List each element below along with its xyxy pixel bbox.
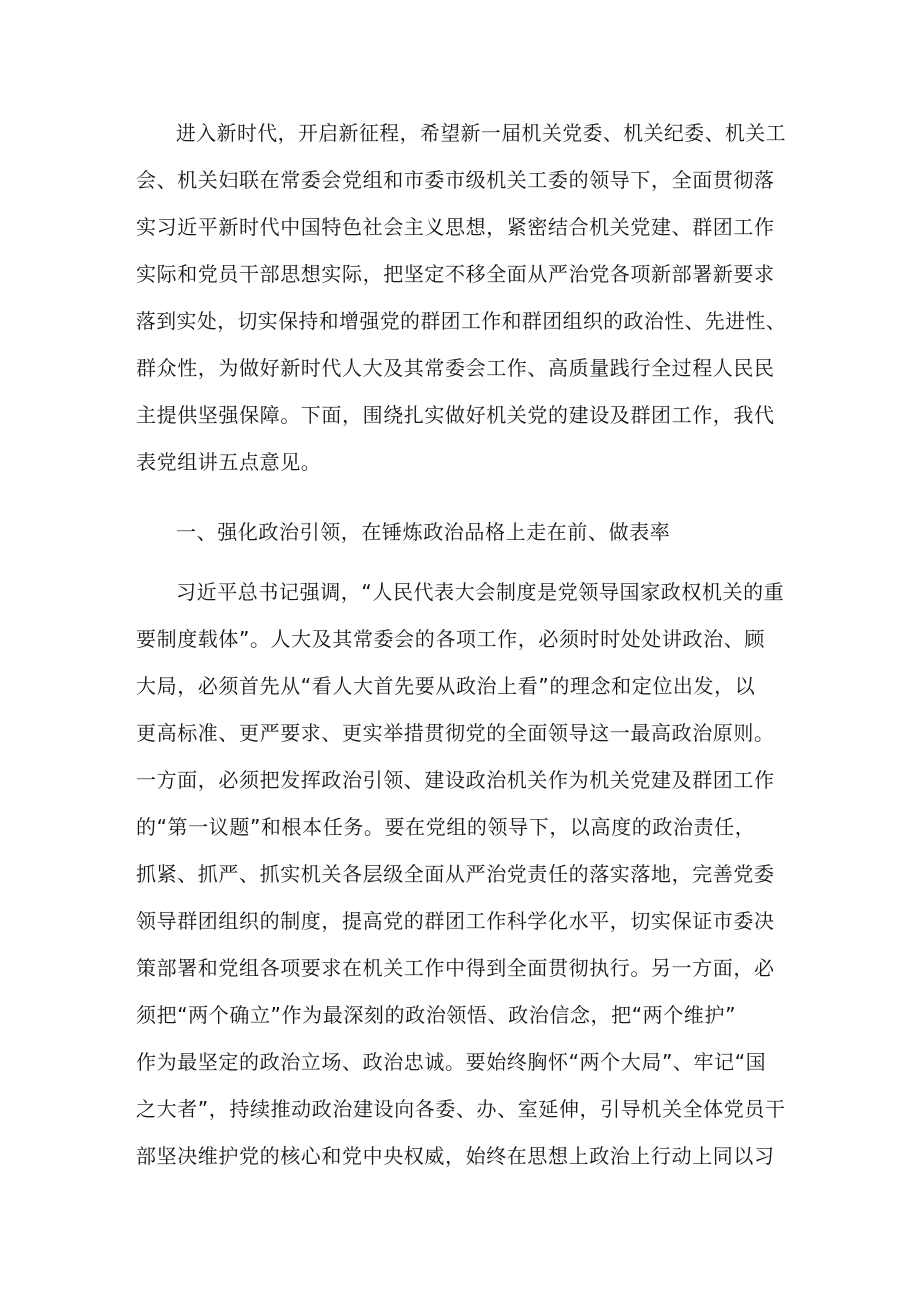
body-text-line: 之大者”，持续推动政治建设向各委、办、室延伸，引导机关全体党员干 bbox=[136, 1097, 786, 1121]
body-text-line: 作为最坚定的政治立场、政治忠诚。要始终胸怀“两个大局”、牢记“国 bbox=[136, 1050, 767, 1074]
body-text-line: 习近平总书记强调，“人民代表大会制度是党领导国家政权机关的重 bbox=[176, 580, 785, 604]
body-text-line: 实习近平新时代中国特色社会主义思想，紧密结合机关党建、群团工作 bbox=[136, 215, 775, 239]
body-text-line: 更高标准、更严要求、更实举措贯彻党的全面领导这一最高政治原则。 bbox=[136, 721, 775, 745]
body-text-line: 领导群团组织的制度，提高党的群团工作科学化水平，切实保证市委决 bbox=[136, 909, 775, 933]
body-text-line: 主提供坚强保障。下面，围绕扎实做好机关党的建设及群团工作，我代 bbox=[136, 403, 775, 427]
body-text-line: 要制度载体”。人大及其常委会的各项工作，必须时时处处讲政治、顾 bbox=[136, 627, 765, 651]
body-text-line: 会、机关妇联在常委会党组和市委市级机关工委的领导下，全面贯彻落 bbox=[136, 168, 775, 192]
body-text-line: 实际和党员干部思想实际，把坚定不移全面从严治党各项新部署新要求 bbox=[136, 262, 775, 286]
body-text-line: 须把“两个确立”作为最深刻的政治领悟、政治信念，把“两个维护” bbox=[136, 1003, 737, 1027]
body-text-line: 一方面，必须把发挥政治引领、建设政治机关作为机关党建及群团工作 bbox=[136, 768, 775, 792]
body-text-line: 进入新时代，开启新征程，希望新一届机关党委、机关纪委、机关工 bbox=[176, 121, 787, 145]
body-text-line: 抓紧、抓严、抓实机关各层级全面从严治党责任的落实落地，完善党委 bbox=[136, 862, 775, 886]
body-text-line: 落到实处，切实保持和增强党的群团工作和群团组织的政治性、先进性、 bbox=[136, 309, 787, 333]
body-text-line: 大局，必须首先从“看人大首先要从政治上看”的理念和定位出发，以 bbox=[136, 674, 756, 698]
body-text-line: 策部署和党组各项要求在机关工作中得到全面贯彻执行。另一方面，必 bbox=[136, 956, 775, 980]
body-text-line: 表党组讲五点意见。 bbox=[136, 450, 322, 474]
body-text-line: 部坚决维护党的核心和党中央权威，始终在思想上政治上行动上同以习 bbox=[136, 1144, 775, 1168]
body-text-line: 的“第一议题”和根本任务。要在党组的领导下，以高度的政治责任， bbox=[136, 815, 756, 839]
body-text-line: 群众性，为做好新时代人大及其常委会工作、高质量践行全过程人民民 bbox=[136, 356, 775, 380]
section-heading: 一、强化政治引领，在锤炼政治品格上走在前、做表率 bbox=[176, 520, 671, 544]
